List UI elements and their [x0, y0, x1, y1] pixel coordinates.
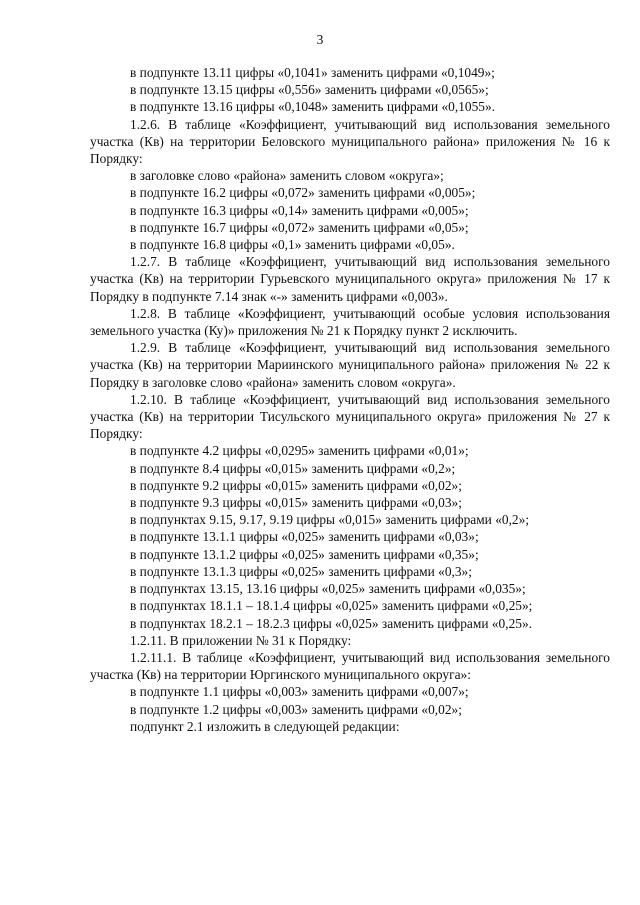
- text-line: в подпункте 16.2 цифры «0,072» заменить цифрами «0,005»;: [130, 185, 476, 201]
- text-line: 1.2.11. В приложении № 31 к Порядку:: [130, 632, 352, 648]
- text-line: в подпункте 13.1.2 цифры «0,025» заменить цифрами «0,35»;: [130, 546, 479, 562]
- document-body: [90, 64, 610, 735]
- text-paragraph: 1.2.7. В таблице «Коэффициент, учитывающий вид использования земельного участка (Кв) на территории Гурьевского муниципального округа» приложения № 17 к Порядку в подпункте 7.14 знак «-» заменить цифрами «0,003».: [90, 254, 610, 304]
- text-line: в подпунктах 9.15, 9.17, 9.19 цифры «0,015» заменить цифрами «0,2»;: [130, 512, 530, 528]
- text-paragraph: 1.2.8. В таблице «Коэффициент, учитывающий особые условия использования земельного участка (Ку)» приложения № 21 к Порядку пункт 2 исключить.: [90, 305, 610, 339]
- text-line: в подпункте 16.8 цифры «0,1» заменить цифрами «0,05».: [130, 237, 455, 253]
- text-line: в подпунктах 18.1.1 – 18.1.4 цифры «0,025» заменить цифрами «0,25»;: [130, 598, 533, 614]
- text-paragraph: 1.2.6. В таблице «Коэффициент, учитывающий вид использования земельного участка (Кв) на территории Беловского муниципального района» приложения № 16 к Порядку:: [90, 116, 610, 167]
- text-line: в заголовке слово «района» заменить словом «округа»;: [130, 168, 444, 184]
- text-paragraph: 1.2.11.1. В таблице «Коэффициент, учитывающий вид использования земельного участка (Кв) на территории Юргинского муниципального округа»:: [90, 649, 610, 683]
- page-number: 3: [316, 32, 324, 47]
- text-paragraph: 1.2.9. В таблице «Коэффициент, учитывающий вид использования земельного участка (Кв) на территории Мариинского муниципального района» приложения № 22 к Порядку в заголовке слово «района» заменить словом «округа».: [90, 340, 610, 390]
- text-line: в подпункте 13.11 цифры «0,1041» заменить цифрами «0,1049»;: [130, 65, 495, 80]
- text-line: подпункт 2.1 изложить в следующей редакции:: [130, 718, 400, 734]
- text-line: в подпункте 13.1.3 цифры «0,025» заменить цифрами «0,3»;: [130, 563, 472, 579]
- text-line: в подпункте 16.7 цифры «0,072» заменить цифрами «0,05»;: [130, 219, 469, 235]
- text-line: в подпунктах 13.15, 13.16 цифры «0,025» заменить цифрами «0,035»;: [130, 581, 526, 597]
- text-line: в подпункте 16.3 цифры «0,14» заменить цифрами «0,005»;: [130, 202, 469, 218]
- text-line: в подпункте 1.1 цифры «0,003» заменить цифрами «0,007»;: [130, 684, 469, 700]
- text-line: в подпункте 4.2 цифры «0,0295» заменить цифрами «0,01»;: [130, 443, 469, 459]
- text-line: в подпункте 1.2 цифры «0,003» заменить цифрами «0,02»;: [130, 701, 462, 717]
- text-paragraph: 1.2.10. В таблице «Коэффициент, учитывающий вид использования земельного участка (Кв) на территории Тисульского муниципального округа» приложения № 27 к Порядку:: [90, 391, 610, 442]
- text-line: в подпункте 13.15 цифры «0,556» заменить цифрами «0,0565»;: [130, 82, 489, 98]
- text-line: в подпункте 9.3 цифры «0,015» заменить цифрами «0,03»;: [130, 495, 462, 511]
- text-line: в подпунктах 18.2.1 – 18.2.3 цифры «0,025» заменить цифрами «0,25».: [130, 615, 533, 631]
- text-line: в подпункте 13.1.1 цифры «0,025» заменить цифрами «0,03»;: [130, 529, 479, 545]
- text-line: в подпункте 13.16 цифры «0,1048» заменить цифрами «0,1055».: [130, 99, 496, 115]
- text-line: в подпункте 8.4 цифры «0,015» заменить цифрами «0,2»;: [130, 460, 456, 476]
- text-line: в подпункте 9.2 цифры «0,015» заменить цифрами «0,02»;: [130, 477, 462, 493]
